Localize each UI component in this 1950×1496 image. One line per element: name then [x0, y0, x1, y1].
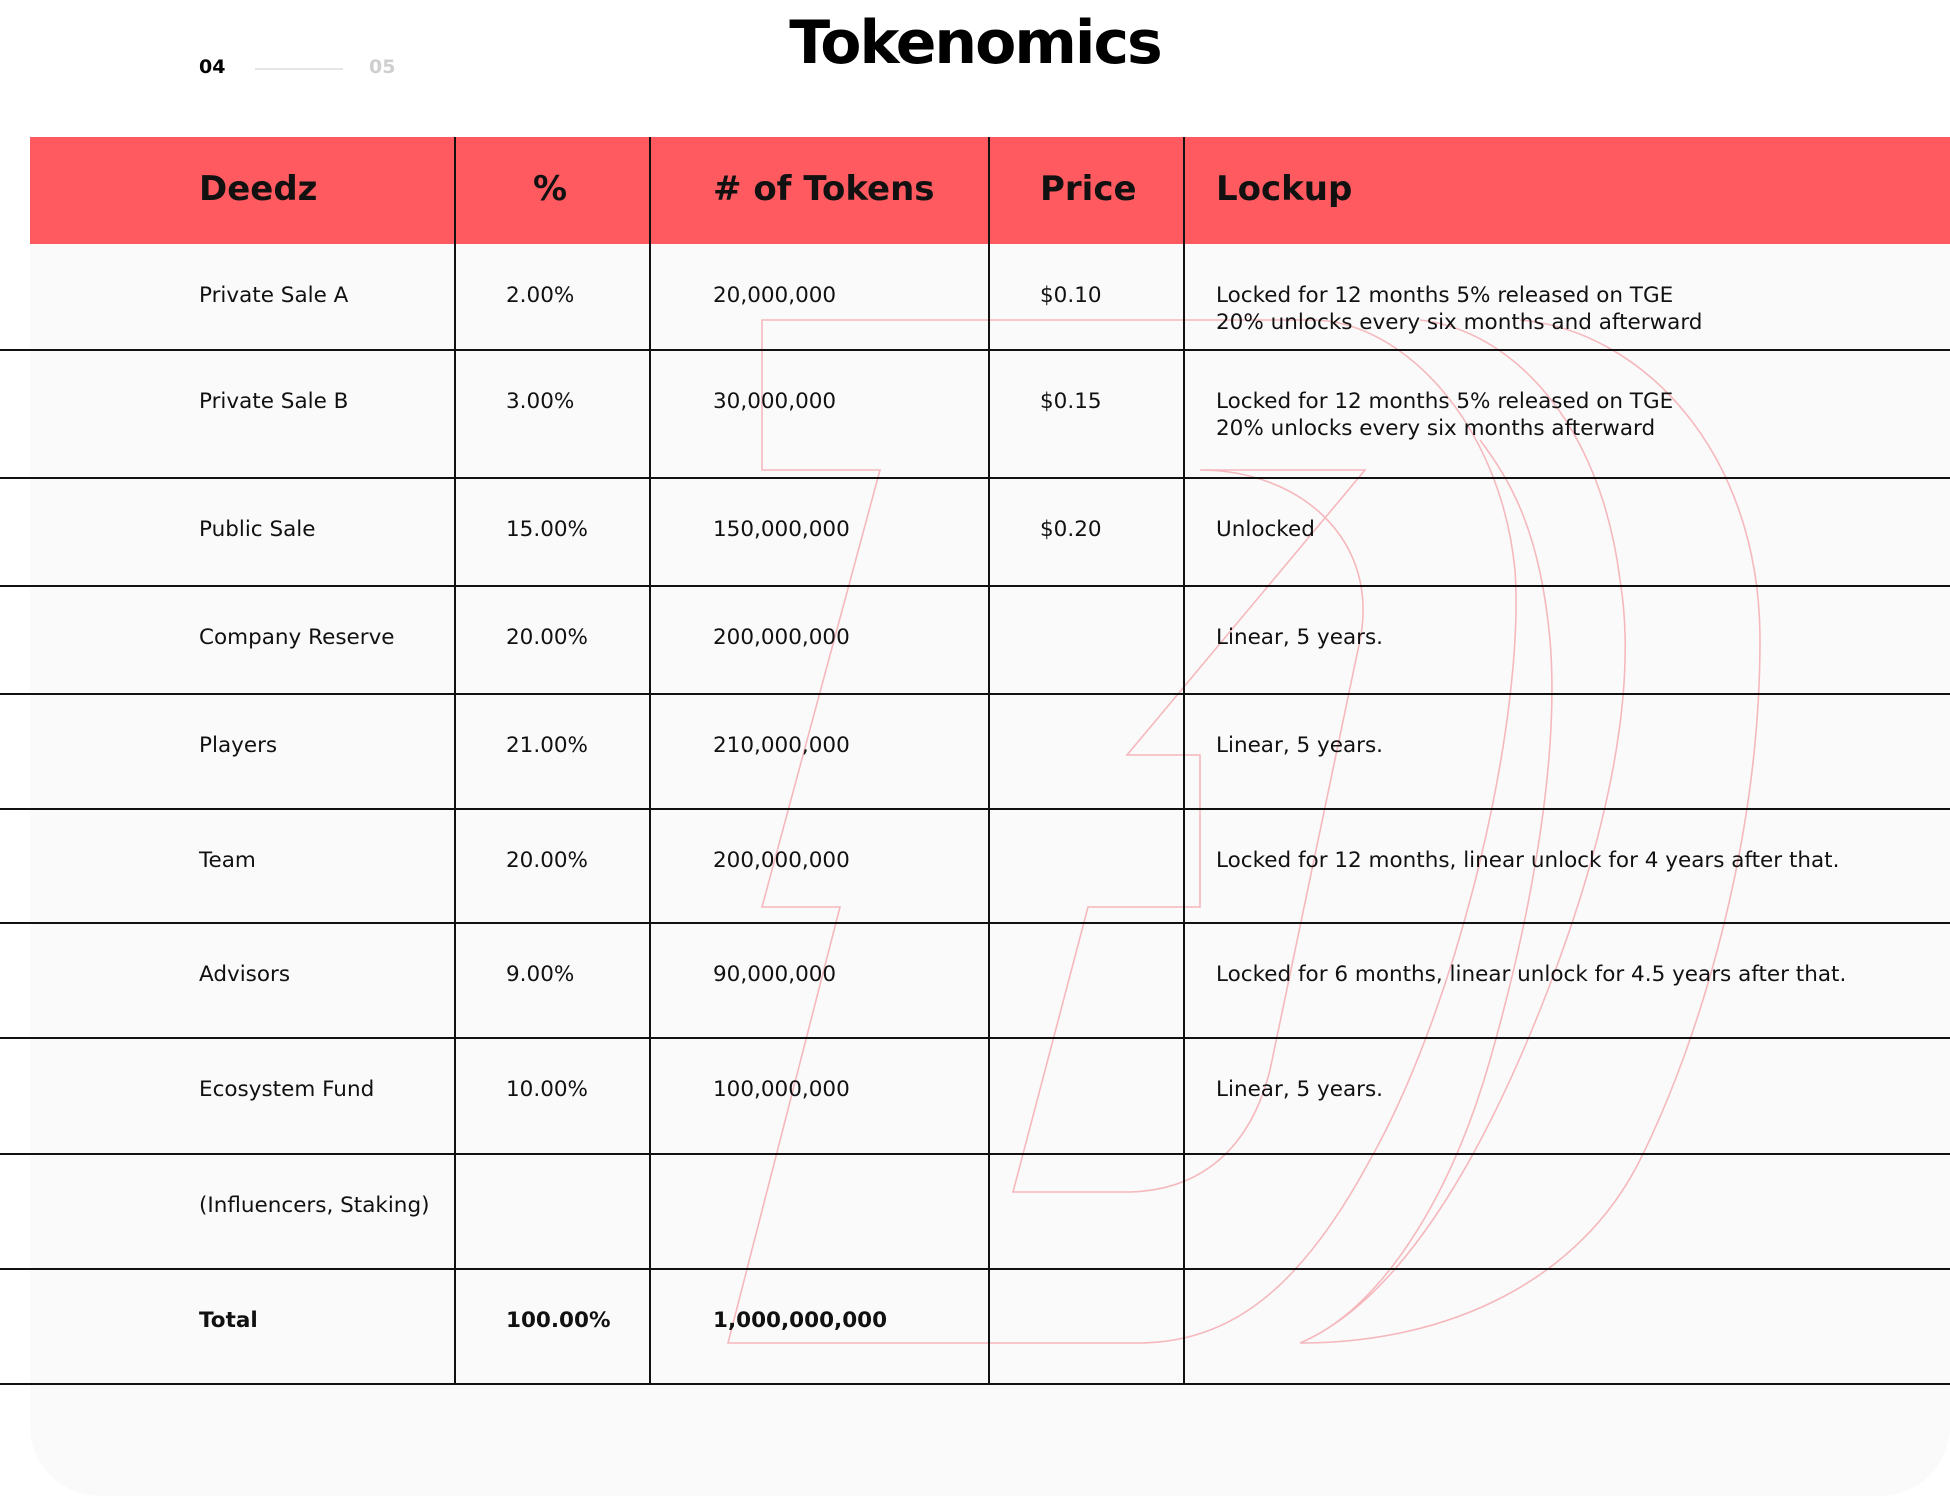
- row-tokens-cell: 20,000,000: [713, 283, 837, 308]
- row-tokens-cell: 90,000,000: [713, 962, 837, 987]
- row-lockup-cell: Linear, 5 years.: [1216, 625, 1384, 650]
- column-divider: [988, 137, 990, 1385]
- column-divider: [454, 137, 456, 1385]
- row-percent-cell: 2.00%: [506, 283, 575, 308]
- row-percent-cell: 100.00%: [506, 1308, 611, 1333]
- row-divider: [0, 349, 1950, 351]
- column-header-percent: %: [533, 169, 568, 209]
- row-percent-cell: 9.00%: [506, 962, 575, 987]
- row-percent-cell: 3.00%: [506, 389, 575, 414]
- row-percent-cell: 20.00%: [506, 848, 588, 873]
- row-name-cell: Private Sale B: [199, 389, 349, 414]
- row-divider: [0, 477, 1950, 479]
- row-price-cell: $0.15: [1040, 389, 1102, 414]
- page-title: Tokenomics: [789, 8, 1161, 78]
- row-divider: [0, 1383, 1950, 1385]
- row-name-cell: Advisors: [199, 962, 291, 987]
- row-tokens-cell: 210,000,000: [713, 733, 850, 758]
- column-header-deedz: Deedz: [199, 169, 318, 209]
- row-name-cell: Public Sale: [199, 517, 316, 542]
- row-tokens-cell: 100,000,000: [713, 1077, 850, 1102]
- next-slide-number[interactable]: 05: [369, 56, 396, 78]
- row-tokens-cell: 150,000,000: [713, 517, 850, 542]
- row-lockup-cell: Locked for 12 months 5% released on TGE: [1216, 389, 1674, 414]
- row-name-cell: Players: [199, 733, 278, 758]
- row-tokens-cell: 200,000,000: [713, 848, 850, 873]
- row-name-cell: Team: [199, 848, 256, 873]
- column-divider: [649, 137, 651, 1385]
- row-percent-cell: 21.00%: [506, 733, 588, 758]
- row-lockup-cell: Locked for 12 months, linear unlock for 4 years after that.: [1216, 848, 1840, 873]
- row-name-cell: Total: [199, 1308, 258, 1333]
- row-lockup-cell: Locked for 12 months 5% released on TGE: [1216, 283, 1674, 308]
- row-percent-cell: 15.00%: [506, 517, 588, 542]
- row-divider: [0, 1268, 1950, 1270]
- row-divider: [0, 922, 1950, 924]
- row-lockup-cell: Linear, 5 years.: [1216, 733, 1384, 758]
- row-divider: [0, 808, 1950, 810]
- row-price-cell: $0.20: [1040, 517, 1102, 542]
- row-percent-cell: 10.00%: [506, 1077, 588, 1102]
- row-lockup-cell: Linear, 5 years.: [1216, 1077, 1384, 1102]
- row-divider: [0, 1153, 1950, 1155]
- row-lockup-cell: Locked for 6 months, linear unlock for 4.5 years after that.: [1216, 962, 1847, 987]
- current-slide-number: 04: [199, 56, 226, 78]
- row-divider: [0, 693, 1950, 695]
- row-percent-cell: 20.00%: [506, 625, 588, 650]
- row-name-cell: (Influencers, Staking): [199, 1193, 430, 1218]
- row-price-cell: $0.10: [1040, 283, 1102, 308]
- column-header-lockup: Lockup: [1216, 169, 1353, 209]
- row-lockup-cell: 20% unlocks every six months afterward: [1216, 416, 1656, 441]
- row-divider: [0, 1037, 1950, 1039]
- row-divider: [0, 585, 1950, 587]
- row-name-cell: Ecosystem Fund: [199, 1077, 375, 1102]
- row-tokens-cell: 1,000,000,000: [713, 1308, 888, 1333]
- column-header-price: Price: [1040, 169, 1137, 209]
- row-lockup-cell: Unlocked: [1216, 517, 1315, 542]
- row-lockup-cell: 20% unlocks every six months and afterward: [1216, 310, 1703, 335]
- column-header-tokens: # of Tokens: [713, 169, 935, 209]
- row-tokens-cell: 200,000,000: [713, 625, 850, 650]
- row-tokens-cell: 30,000,000: [713, 389, 837, 414]
- column-divider: [1183, 137, 1185, 1385]
- row-name-cell: Private Sale A: [199, 283, 349, 308]
- row-name-cell: Company Reserve: [199, 625, 395, 650]
